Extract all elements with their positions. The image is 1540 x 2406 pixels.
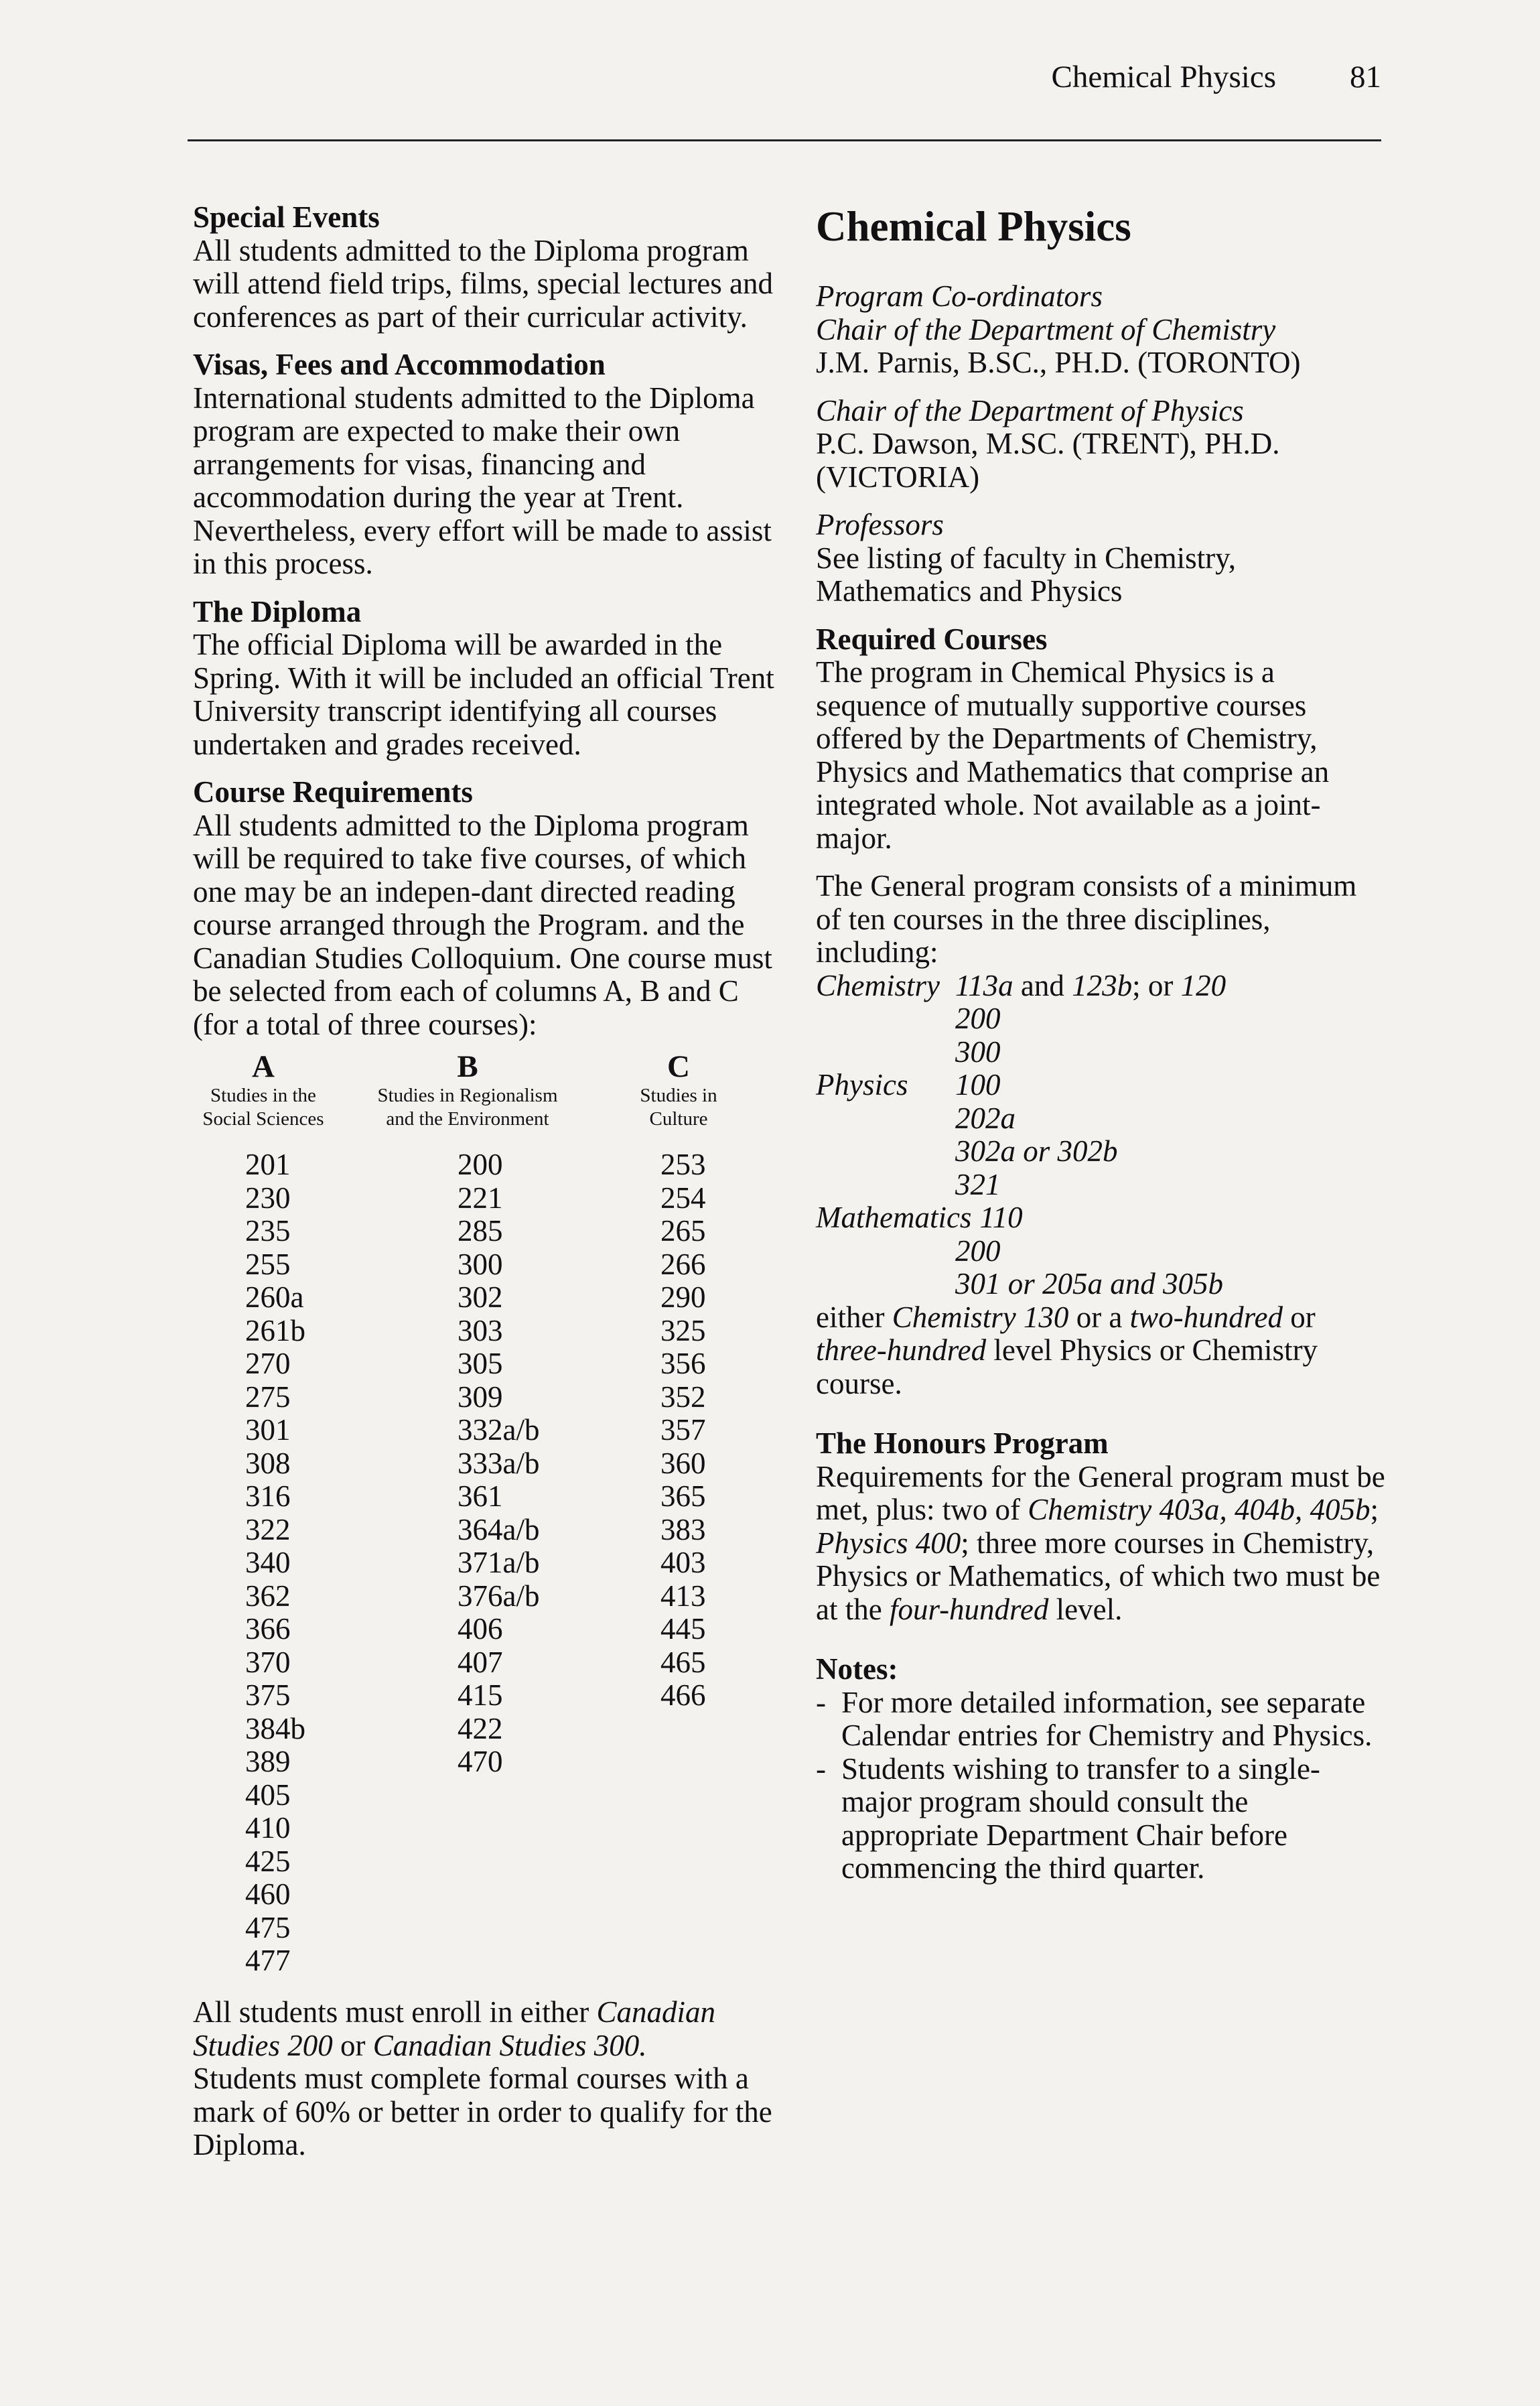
physics-requirement-row: [816, 1069, 1387, 1102]
course-number: 309: [458, 1380, 503, 1414]
chemistry-label: Chemistry: [816, 968, 940, 1002]
page-number: 81: [1350, 60, 1381, 94]
column-b-letter: B: [457, 1049, 478, 1084]
special-events-heading: Special Events: [193, 200, 380, 234]
course-number: 407: [458, 1645, 503, 1679]
course-number: 361: [458, 1479, 503, 1513]
canadian-studies-requirement: [193, 1996, 782, 2062]
mathematics-requirement-row: [816, 1201, 1387, 1235]
column-b-header: [360, 1049, 575, 1131]
column-a-letter: A: [252, 1049, 275, 1084]
after-text-3: or: [1282, 1300, 1316, 1334]
honours-text-2: ; three more courses in Chemistry, Physics or Mathematics, of which two must be at the: [816, 1526, 1381, 1626]
spacer: [816, 1002, 955, 1036]
closing-course-2: Canadian Studies 300.: [372, 2028, 647, 2062]
course-number: 332a/b: [458, 1413, 540, 1447]
required-courses-heading: Required Courses: [816, 622, 1048, 656]
course-number: 275: [245, 1380, 291, 1414]
honours-physics-course: Physics 400: [816, 1526, 961, 1560]
physics-label: Physics: [816, 1068, 908, 1101]
header-rule: [188, 139, 1381, 141]
honours-text-1: Requirements for the General program must be met, plus: two of: [816, 1459, 1385, 1526]
diploma-text: The official Diploma will be awarded in the Spring. With it will be included an official Trent University transcript identifying all courses undertaken and grades received.: [193, 628, 774, 761]
closing-course-1: Canadian Studies 200: [193, 1995, 715, 2062]
course-number: 322: [245, 1512, 291, 1546]
course-number: 260a: [245, 1280, 304, 1314]
column-a-course-list: [245, 1148, 305, 1978]
column-a-header: [193, 1049, 334, 1131]
chemistry-course-1: [955, 970, 1226, 1003]
mathematics-course-2: 200: [955, 1233, 1001, 1268]
course-number: 475: [245, 1910, 291, 1944]
honours-text-3: level.: [1048, 1592, 1123, 1626]
course-number: 201: [245, 1148, 291, 1181]
closing-section: [193, 1996, 782, 2162]
course-number: 360: [660, 1446, 706, 1480]
physics-course-2: 202a: [955, 1101, 1016, 1135]
chemistry-chair-label: Chair of the Department of Chemistry: [816, 312, 1276, 346]
course-number: 371a/b: [458, 1546, 540, 1579]
course-number: 364a/b: [458, 1512, 540, 1546]
closing-text-1: All students must enroll in either: [193, 1995, 597, 2029]
after-text-2: or a: [1068, 1300, 1130, 1334]
visas-text: International students admitted to the Diploma program are expected to make their own arrangements for visas, financing and accommodation during the year at Trent. Nevertheless, every effort will be made to assist in this process.: [193, 381, 772, 580]
course-columns-table: [193, 1049, 782, 1991]
closing-text-2: or: [332, 2028, 373, 2062]
column-c-course-list: [660, 1148, 706, 1713]
chemistry-course-3: 300: [955, 1034, 1001, 1069]
chem-and: and: [1013, 968, 1072, 1002]
professors-section: [816, 509, 1387, 608]
column-c-header: [622, 1049, 736, 1131]
chem-course-123b: 123b: [1072, 968, 1133, 1002]
course-number: 303: [458, 1313, 503, 1347]
note-text-1: For more detailed information, see separate Calendar entries for Chemistry and Physics.: [841, 1685, 1373, 1752]
physics-chair-section: [816, 395, 1387, 494]
course-number: 333a/b: [458, 1446, 540, 1480]
course-number: 466: [660, 1678, 706, 1712]
chem-course-113a: 113a: [955, 968, 1013, 1002]
course-number: 445: [660, 1612, 706, 1646]
course-number: 370: [245, 1645, 291, 1679]
physics-requirement-row: [816, 1135, 1387, 1168]
course-number: 254: [660, 1181, 706, 1215]
chemistry-course-2: 200: [955, 1002, 1001, 1035]
column-c-letter: C: [667, 1049, 690, 1084]
after-level-2: three-hundred: [816, 1333, 987, 1367]
course-number: 384b: [245, 1711, 305, 1745]
course-number: 200: [458, 1148, 503, 1181]
note-item: [816, 1753, 1387, 1885]
course-number: 465: [660, 1645, 706, 1679]
spacer: [816, 1268, 955, 1301]
course-number: 383: [660, 1512, 706, 1546]
physics-requirement-row: [816, 1102, 1387, 1136]
course-number: 362: [245, 1579, 291, 1613]
spacer: [816, 1168, 955, 1202]
visas-heading: Visas, Fees and Accommodation: [193, 348, 606, 381]
spacer: [816, 1135, 955, 1168]
course-number: 340: [245, 1546, 291, 1579]
notes-section: [816, 1653, 1387, 1885]
column-a-subtitle-2: Social Sciences: [202, 1108, 324, 1130]
course-number: 305: [458, 1347, 503, 1380]
chem-course-120: 120: [1180, 968, 1227, 1002]
course-number: 265: [660, 1214, 706, 1248]
section-title: Chemical Physics: [816, 203, 1131, 250]
honours-chem-courses: Chemistry 403a, 404b, 405b: [1028, 1493, 1371, 1526]
grade-requirement: Students must complete formal courses with a mark of 60% or better in order to qualify for the Diploma.: [193, 2062, 772, 2161]
course-number: 352: [660, 1380, 706, 1414]
course-number: 290: [660, 1280, 706, 1314]
professors-text: See listing of faculty in Chemistry, Mathematics and Physics: [816, 541, 1236, 608]
course-number: 405: [245, 1778, 291, 1812]
course-number: 477: [245, 1944, 291, 1977]
course-requirements-section: [193, 776, 782, 1041]
column-b-subtitle-1: Studies in Regionalism: [377, 1085, 558, 1106]
note-bullet: -: [816, 1685, 826, 1719]
course-number: 425: [245, 1844, 291, 1878]
after-text-1: either: [816, 1300, 892, 1334]
note-item: [816, 1686, 1387, 1753]
course-number: 253: [660, 1148, 706, 1181]
course-number: 410: [245, 1811, 291, 1845]
additional-course-text: [816, 1301, 1387, 1401]
course-number: 316: [245, 1479, 291, 1513]
course-number: 357: [660, 1413, 706, 1447]
left-column: [193, 201, 782, 2162]
spacer: [816, 1036, 955, 1069]
physics-course-1: 100: [955, 1068, 1001, 1101]
right-column: [816, 201, 1387, 1900]
course-number: 389: [245, 1745, 291, 1778]
after-level-1: two-hundred: [1129, 1300, 1283, 1334]
coordinators-label: Program Co-ordinators: [816, 279, 1103, 313]
after-text-4: level Physics or Chemistry course.: [816, 1333, 1318, 1400]
course-number: 376a/b: [458, 1579, 540, 1613]
honours-sep: ;: [1370, 1493, 1379, 1526]
course-number: 470: [458, 1745, 503, 1778]
course-number: 266: [660, 1247, 706, 1281]
mathematics-requirement-row: [816, 1268, 1387, 1301]
column-b-course-list: [458, 1148, 539, 1779]
course-number: 406: [458, 1612, 503, 1646]
course-number: 235: [245, 1214, 291, 1248]
general-program-intro: The General program consists of a minimum of ten courses in the three disciplines, including:: [816, 869, 1357, 969]
mathematics-label: Mathematics: [816, 1201, 972, 1234]
running-head-title: Chemical Physics: [1051, 60, 1276, 94]
mathematics-requirement-row: [816, 1235, 1387, 1268]
column-c-subtitle-1: Studies in: [640, 1085, 717, 1106]
course-number: 366: [245, 1612, 291, 1646]
column-c-subtitle-2: Culture: [649, 1108, 708, 1130]
special-events-text: All students admitted to the Diploma program will attend field trips, films, special lectures and conferences as part of their curricular activity.: [193, 233, 774, 334]
chemistry-requirement-row: [816, 1036, 1387, 1069]
diploma-heading: The Diploma: [193, 594, 362, 628]
course-number: 415: [458, 1678, 503, 1712]
physics-course-4: 321: [955, 1167, 1001, 1201]
running-head: [938, 59, 1381, 95]
column-b-subtitle-2: and the Environment: [386, 1108, 549, 1130]
mathematics-course-1: 110: [979, 1201, 1023, 1234]
honours-text: [816, 1461, 1387, 1627]
course-number: 403: [660, 1546, 706, 1579]
diploma-section: [193, 596, 782, 762]
visas-section: [193, 348, 782, 581]
course-number: 221: [458, 1181, 503, 1215]
physics-course-3: 302a or 302b: [955, 1134, 1118, 1168]
column-a-subtitle-1: Studies in the: [210, 1085, 316, 1106]
chemistry-chair-name: J.M. Parnis, B.SC., PH.D. (TORONTO): [816, 346, 1301, 379]
course-number: 325: [660, 1313, 706, 1347]
physics-chair-name: P.C. Dawson, M.SC. (TRENT), PH.D. (VICTORIA): [816, 427, 1280, 494]
mathematics-course-3: 301 or 205a and 305b: [955, 1267, 1224, 1300]
course-number: 413: [660, 1579, 706, 1613]
honours-level: four-hundred: [889, 1592, 1049, 1626]
coordinators-section: [816, 280, 1387, 380]
course-number: 230: [245, 1181, 291, 1215]
physics-requirement-row: [816, 1168, 1387, 1202]
course-number: 422: [458, 1711, 503, 1745]
chemistry-requirement-row: [816, 1002, 1387, 1036]
note-bullet: -: [816, 1751, 826, 1786]
notes-heading: Notes:: [816, 1652, 898, 1686]
professors-label: Professors: [816, 508, 944, 541]
course-requirements-text: All students admitted to the Diploma program will be required to take five courses, of which one may be an indepen-dant directed reading course arranged through the Program. and the Canadian Studies Colloquium. One course must be selected from each of columns A, B and C (for a total of three courses):: [193, 808, 772, 1041]
course-number: 308: [245, 1446, 291, 1480]
course-number: 365: [660, 1479, 706, 1513]
course-number: 356: [660, 1347, 706, 1380]
chemistry-requirement-row: [816, 970, 1387, 1003]
note-text-2: Students wishing to transfer to a single-major program should consult the appropriate Department Chair before commencing the third quarter.: [841, 1751, 1320, 1885]
course-number: 270: [245, 1347, 291, 1380]
chem-or: ; or: [1132, 968, 1181, 1002]
honours-section: [816, 1427, 1387, 1626]
general-program-section: [816, 870, 1387, 1400]
course-number: 301: [245, 1413, 291, 1447]
spacer: [816, 1102, 955, 1136]
required-courses-section: [816, 623, 1387, 856]
course-number: 375: [245, 1678, 291, 1712]
course-requirements-heading: Course Requirements: [193, 775, 473, 809]
honours-heading: The Honours Program: [816, 1426, 1109, 1460]
required-courses-text: The program in Chemical Physics is a sequence of mutually supportive courses offered by the Departments of Chemistry, Physics and Mathematics that comprise an integrated whole. Not available as a joint-major.: [816, 655, 1330, 855]
spacer: [816, 1235, 955, 1268]
course-number: 255: [245, 1247, 291, 1281]
special-events-section: [193, 201, 782, 334]
course-number: 302: [458, 1280, 503, 1314]
after-course: Chemistry 130: [892, 1300, 1069, 1334]
course-number: 261b: [245, 1313, 305, 1347]
course-number: 285: [458, 1214, 503, 1248]
course-number: 300: [458, 1247, 503, 1281]
physics-chair-label: Chair of the Department of Physics: [816, 393, 1244, 427]
course-number: 460: [245, 1877, 291, 1911]
